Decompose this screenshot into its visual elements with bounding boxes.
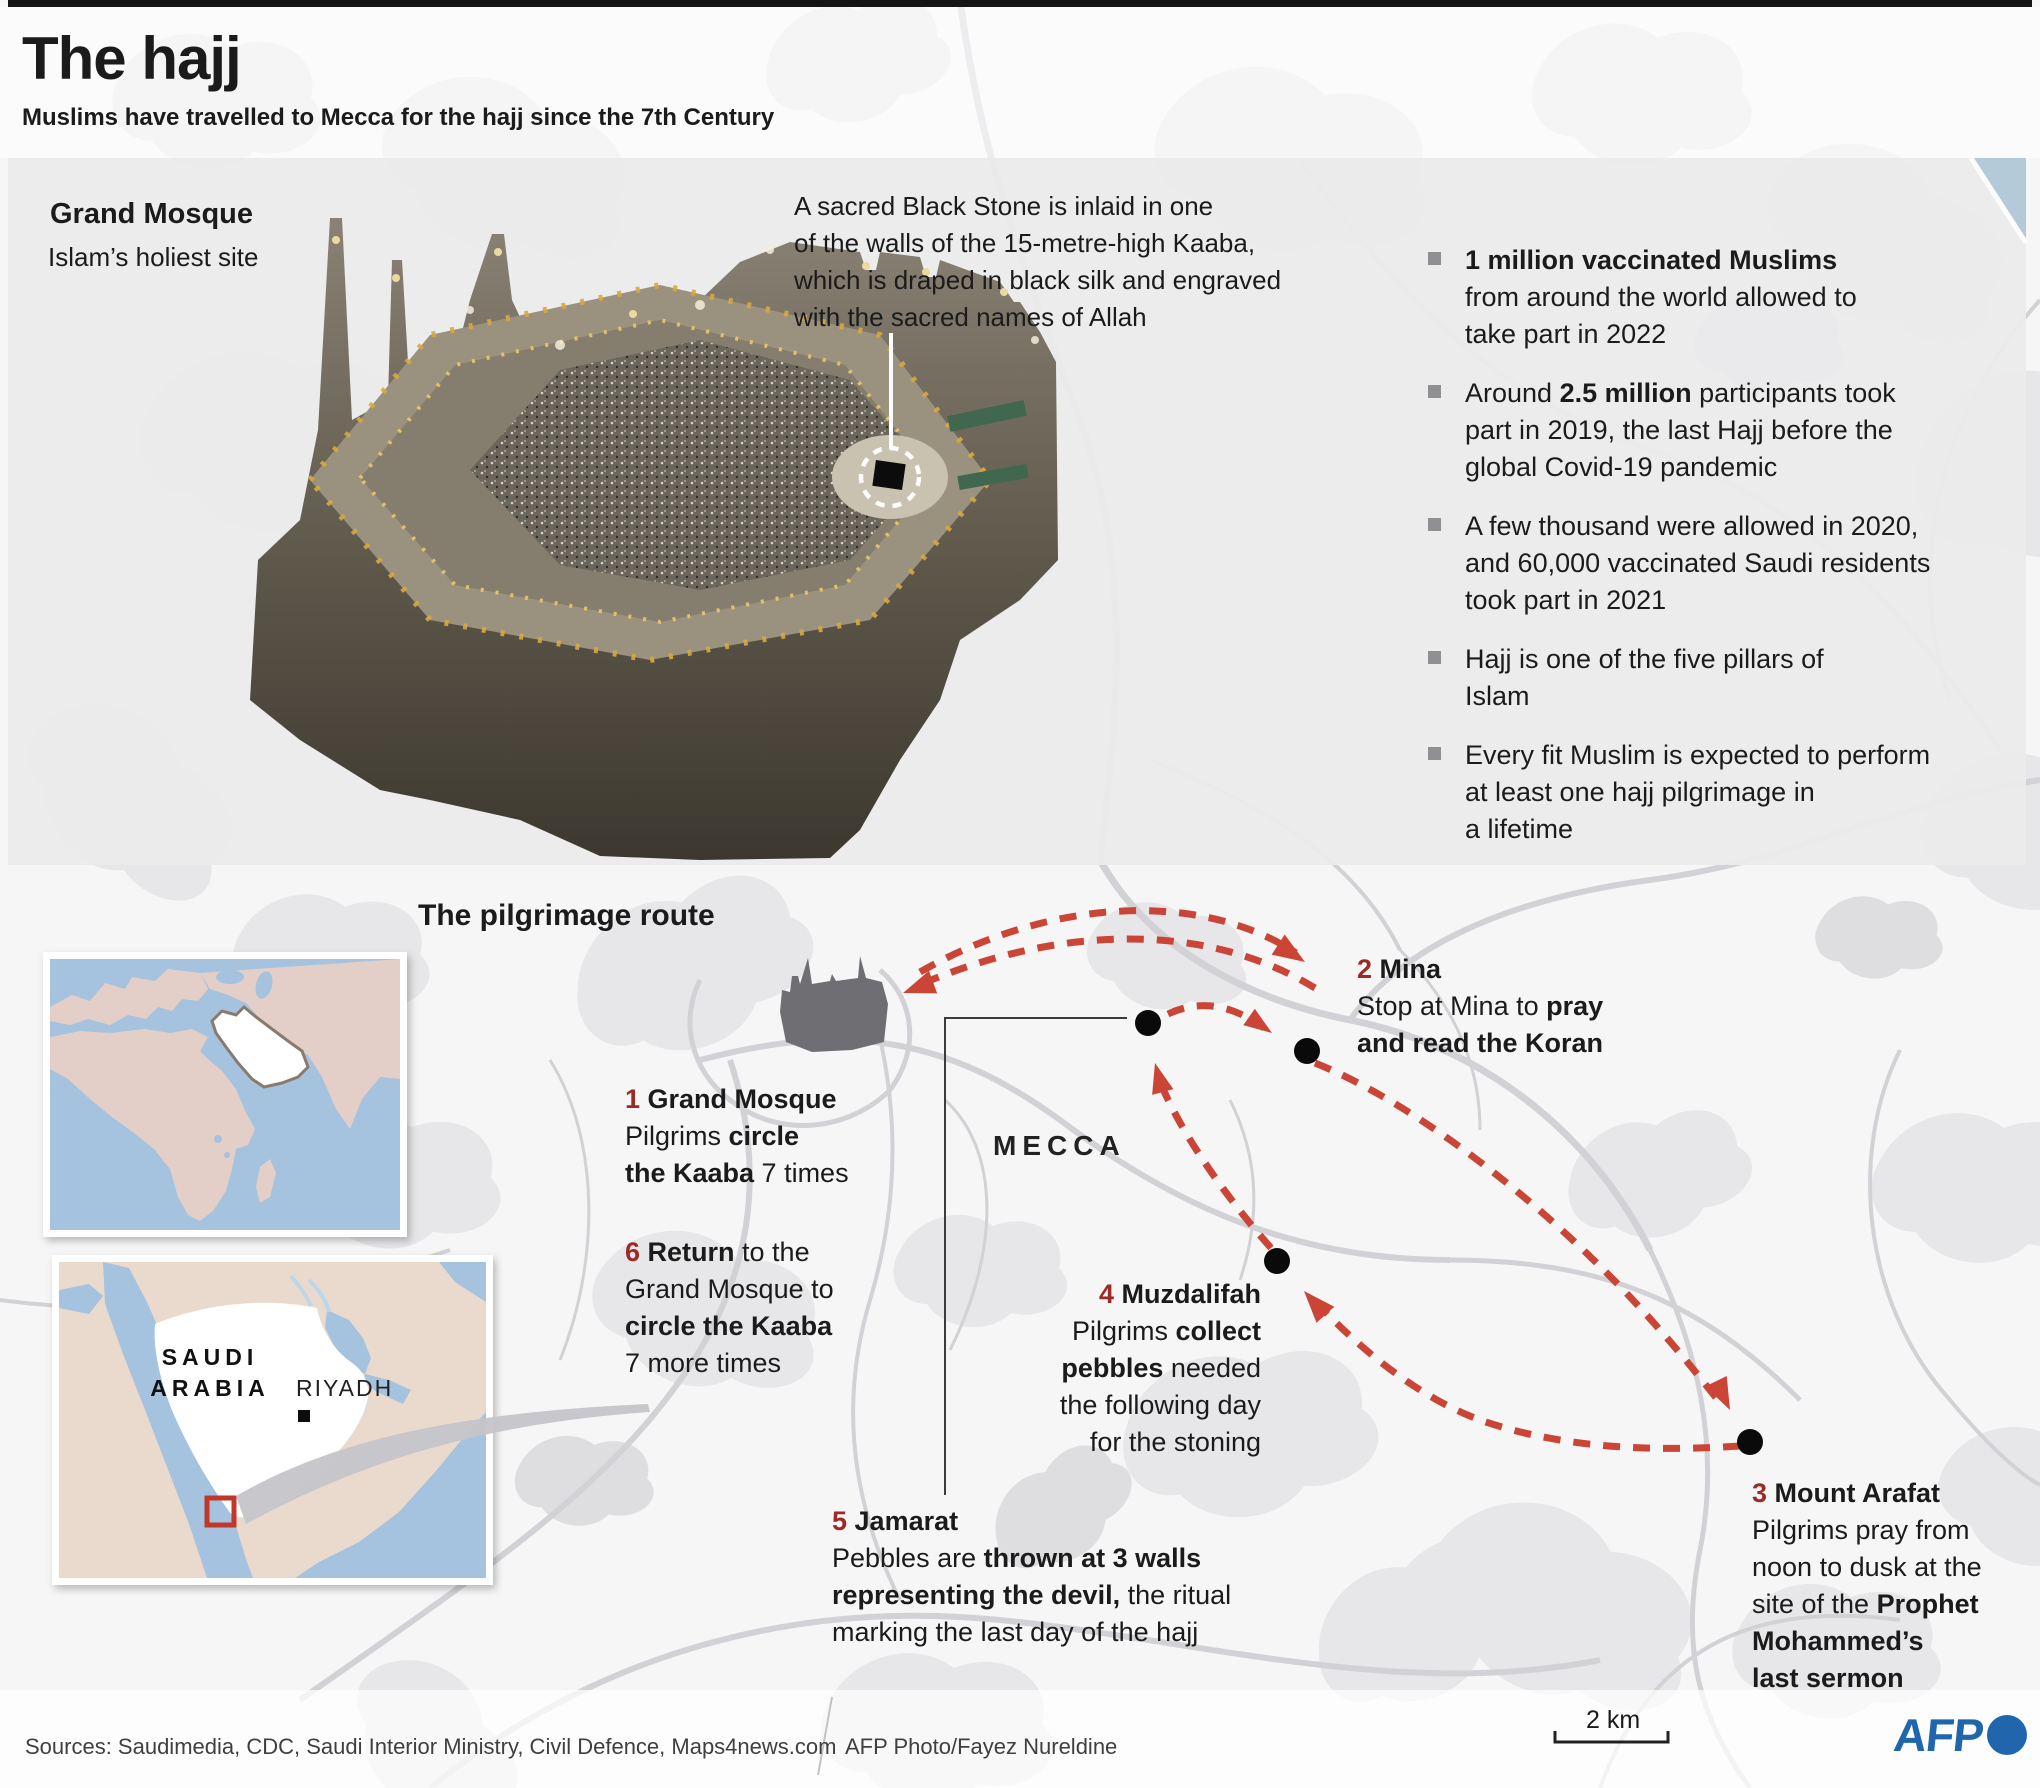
text-line: A sacred Black Stone is inlaid in one	[794, 191, 1214, 221]
saudi-inset-map	[52, 1255, 493, 1585]
text-line: for the stoning	[1089, 1427, 1261, 1457]
text-line: with the sacred names of Allah	[794, 302, 1147, 332]
text-line: A few thousand were allowed in 2020,	[1465, 511, 1919, 541]
text-line: Islam	[1465, 681, 1530, 711]
text-line: 1 million vaccinated Muslims	[1465, 245, 1838, 275]
text-line: take part in 2022	[1465, 319, 1667, 349]
text-line: and read the Koran	[1357, 1028, 1604, 1058]
black-stone-annotation	[794, 188, 1281, 336]
text-line: took part in 2021	[1465, 585, 1667, 615]
fact-item	[1428, 508, 1948, 619]
text-line: 7 more times	[625, 1348, 782, 1378]
fact-text	[1465, 508, 1930, 619]
saudi-label-line1: SAUDI	[161, 1344, 259, 1370]
text-line: a lifetime	[1465, 814, 1574, 844]
saudi-arabia-label	[128, 1342, 292, 1404]
bullet-square-icon	[1428, 252, 1441, 265]
photo-credit: AFP Photo/Fayez Nureldine	[845, 1734, 1118, 1759]
world-inset-map	[43, 952, 407, 1237]
page-subtitle: Muslims have travelled to Mecca for the hajj since the 7th Century	[22, 104, 775, 131]
text-line: Grand Mosque to	[625, 1274, 834, 1304]
top-rule	[8, 0, 2032, 7]
route-section-heading: The pilgrimage route	[418, 899, 715, 932]
text-line: and 60,000 vaccinated Saudi residents	[1465, 548, 1931, 578]
bullet-square-icon	[1428, 385, 1441, 398]
text-line: from around the world allowed to	[1465, 282, 1857, 312]
text-line: marking the last day of the hajj	[832, 1617, 1199, 1647]
sources-line: Sources: Saudimedia, CDC, Saudi Interior Ministry, Civil Defence, Maps4news.com	[25, 1734, 837, 1759]
afp-logo-circle-icon	[1987, 1715, 2027, 1755]
route-label-grand-mosque	[625, 1081, 849, 1192]
text-line: Hajj is one of the five pillars of	[1465, 644, 1824, 674]
fact-item	[1428, 641, 1948, 715]
text-line: Mohammed’s	[1752, 1626, 1924, 1656]
text-line: 3 Mount Arafat	[1752, 1478, 1941, 1508]
text-line: part in 2019, the last Hajj before the	[1465, 415, 1893, 445]
fact-item	[1428, 737, 1948, 848]
text-line: 2 Mina	[1357, 954, 1442, 984]
text-line: the following day	[1059, 1390, 1261, 1420]
fact-text	[1465, 641, 1824, 715]
fact-text	[1465, 375, 1896, 486]
text-line: last sermon	[1752, 1663, 1904, 1693]
route-label-jamarat	[832, 1503, 1231, 1651]
grand-mosque-subheading: Islam’s holiest site	[48, 242, 259, 272]
afp-logo	[1891, 1708, 2027, 1762]
text-line: of the walls of the 15-metre-high Kaaba,	[794, 228, 1256, 258]
riyadh-city-label: RIYADH	[296, 1375, 394, 1401]
route-label-mina	[1357, 951, 1603, 1062]
text-line: Pebbles are thrown at 3 walls	[832, 1543, 1202, 1573]
fact-text	[1465, 242, 1857, 353]
afp-logo-text: AFP	[1891, 1709, 1986, 1761]
saudi-label-line2: ARABIA	[150, 1375, 270, 1401]
text-line: circle the Kaaba	[625, 1311, 833, 1341]
text-line: 6 Return to the	[625, 1237, 810, 1267]
text-line: Pilgrims circle	[625, 1121, 800, 1151]
grand-mosque-heading: Grand Mosque	[50, 198, 254, 230]
title-strip	[0, 7, 2040, 158]
scale-bar-label: 2 km	[1586, 1706, 1641, 1734]
text-line: representing the devil, the ritual	[832, 1580, 1232, 1610]
text-line: global Covid-19 pandemic	[1465, 452, 1778, 482]
route-label-return	[625, 1234, 834, 1382]
point-muzdalifah	[1264, 1248, 1290, 1274]
point-mount-arafat	[1737, 1429, 1763, 1455]
text-line: Stop at Mina to pray	[1357, 991, 1604, 1021]
text-line: 5 Jamarat	[832, 1506, 959, 1536]
bullet-square-icon	[1428, 747, 1441, 760]
fact-text	[1465, 737, 1930, 848]
text-line: 1 Grand Mosque	[625, 1084, 837, 1114]
text-line: Every fit Muslim is expected to perform	[1465, 740, 1931, 770]
bullet-square-icon	[1428, 518, 1441, 531]
point-jamarat	[1135, 1010, 1161, 1036]
text-line: noon to dusk at the	[1752, 1552, 1982, 1582]
route-label-muzdalifah	[1000, 1276, 1261, 1461]
fact-item	[1428, 375, 1948, 486]
text-line: which is draped in black silk and engraved	[794, 265, 1282, 295]
text-line: Pilgrims collect	[1071, 1316, 1261, 1346]
page-title: The hajj	[22, 25, 241, 92]
riyadh-marker-icon	[298, 1410, 310, 1422]
route-label-mount-arafat	[1752, 1475, 1982, 1697]
text-line: Around 2.5 million participants took	[1465, 378, 1896, 408]
text-line: pebbles needed	[1061, 1353, 1261, 1383]
text-line: 4 Muzdalifah	[1098, 1279, 1261, 1309]
text-line: site of the Prophet	[1752, 1589, 1979, 1619]
fact-item	[1428, 242, 1948, 353]
point-mina	[1294, 1038, 1320, 1064]
mecca-city-label: MECCA	[993, 1130, 1126, 1161]
bullet-square-icon	[1428, 651, 1441, 664]
text-line: at least one hajj pilgrimage in	[1465, 777, 1815, 807]
text-line: Pilgrims pray from	[1752, 1515, 1970, 1545]
text-line: the Kaaba 7 times	[625, 1158, 849, 1188]
